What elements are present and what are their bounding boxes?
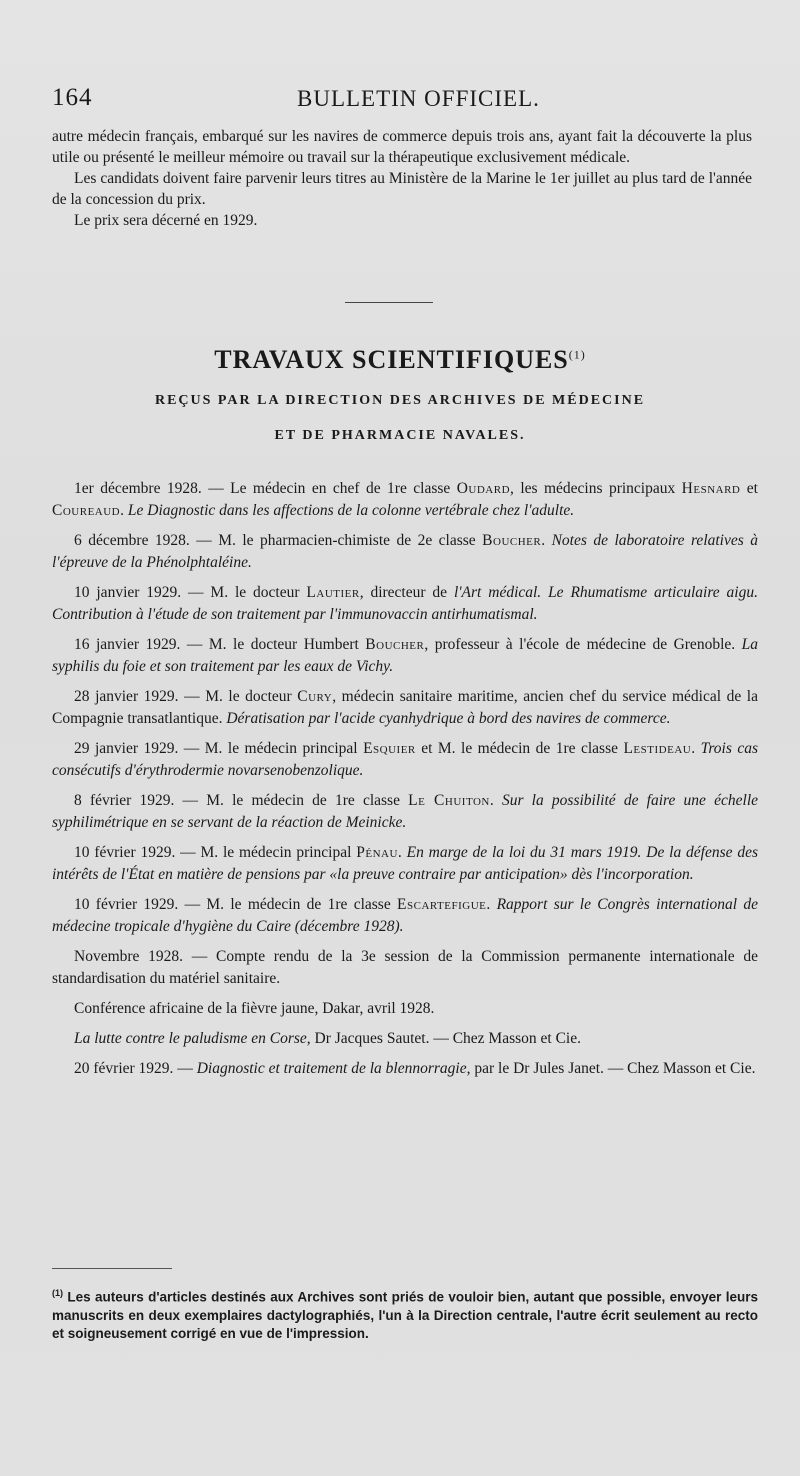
entry-text: par le Dr Jules Janet. — Chez Masson et Cie. <box>474 1060 756 1077</box>
intro-paragraph-1: autre médecin français, embarqué sur les navires de commerce depuis trois ans, ayant fait la découverte la plus utile ou présenté le meilleur mémoire ou travail sur la thérapeutique exclusivement médicale. <box>52 128 752 166</box>
entry-date: Novembre 1928. <box>74 948 184 965</box>
entry-text: — M. le docteur <box>181 584 307 601</box>
intro-paragraph-2: Les candidats doivent faire parvenir leurs titres au Ministère de la Marine le 1er juillet au plus tard de l'année de la concession du prix. <box>52 170 752 208</box>
entry-text: — M. le docteur <box>178 688 298 705</box>
entry-author: Boucher <box>365 636 425 653</box>
list-item <box>52 894 758 938</box>
entry-text: — M. le médecin de 1re classe <box>178 896 398 913</box>
entries-list <box>52 478 758 1088</box>
entry-text: , médecin sanitaire maritime, ancien chef du service médical de la Compagnie transatlantique. <box>52 688 758 727</box>
entry-title: Le Diagnostic dans les affections de la colonne vertébrale chez l'adulte. <box>127 502 575 519</box>
footnote <box>52 1284 758 1343</box>
entry-author: Lautier <box>306 584 360 601</box>
list-item <box>52 998 758 1020</box>
section-title <box>0 345 800 375</box>
list-item <box>52 738 758 782</box>
entry-text: — M. le pharmacien-chimiste de 2e classe <box>189 532 483 549</box>
entry-date: 16 janvier 1929. <box>74 636 181 653</box>
footnote-divider <box>52 1268 172 1269</box>
entry-text: . <box>691 740 701 757</box>
entry-title: La lutte contre le paludisme en Corse, <box>74 1030 315 1047</box>
entry-text: . <box>486 896 497 913</box>
entry-author: Escartefigue <box>397 896 487 913</box>
list-item <box>52 790 758 834</box>
entry-text: Conférence africaine de la fièvre jaune, Dakar, avril 1928. <box>74 1000 435 1017</box>
entry-text: — Compte rendu de la 3e session de la Commission permanente internationale de standardisation du matériel sanitaire. <box>52 948 758 987</box>
entry-text: — M. le médecin principal <box>175 844 357 861</box>
entry-title: Dératisation par l'acide cyanhydrique à bord des navires de commerce. <box>226 710 671 727</box>
entry-title: Sur la possibilité de faire une échelle syphilimétrique en se servant de la réaction de Meinicke. <box>52 792 759 831</box>
entry-date: 28 janvier 1929. <box>74 688 179 705</box>
list-item <box>52 842 758 886</box>
entry-text: , professeur à l'école de médecine de Grenoble. <box>424 636 742 653</box>
entry-text: — M. le médecin de 1re classe <box>174 792 409 809</box>
entry-author: Hesnard <box>681 480 741 497</box>
section-subtitle-1: REÇUS PAR LA DIRECTION DES ARCHIVES DE MÉDECINE <box>154 393 646 408</box>
entry-author: Le Chuiton <box>408 792 490 809</box>
entry-text: — Le médecin en chef de 1re classe <box>201 480 457 497</box>
entry-date: 10 janvier 1929. <box>74 584 182 601</box>
list-item <box>52 478 758 522</box>
entry-date: 10 février 1929. <box>74 896 179 913</box>
entry-date: 1er décembre 1928. <box>74 480 202 497</box>
running-title: BULLETIN OFFICIEL. <box>297 86 540 111</box>
entry-text: — <box>173 1060 197 1077</box>
list-item <box>52 1058 758 1080</box>
page-number: 164 <box>52 84 93 111</box>
entry-text: , directeur de <box>359 584 454 601</box>
list-item <box>52 634 758 678</box>
entry-text: . <box>120 502 128 519</box>
entry-date: 20 février 1929. <box>74 1060 174 1077</box>
footnote-text: Les auteurs d'articles destinés aux Archives sont priés de vouloir bien, autant que possible, envoyer leurs manuscrits en deux exemplaires dactylographiés, l'un à la Direction centrale, l'autre écrit seulement au recto et soigneusement corrigé en vue de l'impression. <box>52 1289 758 1341</box>
intro-paragraph-3: Le prix sera décerné en 1929. <box>74 212 258 229</box>
page-header <box>52 84 752 124</box>
entry-title: En marge de la loi du 31 mars 1919. De la défense des intérêts de l'État en matière de pensions par «la preuve contraire par anticipation» dès l'incorporation. <box>52 844 759 883</box>
entry-date: 8 février 1929. <box>74 792 175 809</box>
entry-author: Pénau <box>356 844 398 861</box>
entry-title: l'Art médical. Le Rhumatisme articulaire aigu. Contribution à l'étude de son traitement par l'immunovaccin antirhumatismal. <box>52 584 758 623</box>
entry-date: 29 janvier 1929. <box>74 740 179 757</box>
entry-date: 6 décembre 1928. <box>74 532 190 549</box>
entry-text: et <box>740 480 758 497</box>
entry-author: Esquier <box>363 740 416 757</box>
entry-author: Cury <box>297 688 333 705</box>
entry-title: Rapport sur le Congrès international de médecine tropicale d'hygiène du Caire (décembre 1928). <box>52 896 759 935</box>
entry-text: , les médecins principaux <box>510 480 682 497</box>
entry-author: Lestideau <box>623 740 692 757</box>
entry-date: 10 février 1929. <box>74 844 176 861</box>
footnote-marker: (1) <box>52 1288 63 1298</box>
section-title-note: (1) <box>568 347 586 362</box>
list-item <box>52 582 758 626</box>
entry-text: . <box>489 792 502 809</box>
entry-author: Boucher <box>482 532 542 549</box>
entry-text: Dr Jacques Sautet. — Chez Masson et Cie. <box>314 1030 581 1047</box>
entry-title: Diagnostic et traitement de la blennorragie, <box>196 1060 475 1077</box>
entry-text: et M. le médecin de 1re classe <box>415 740 624 757</box>
list-item <box>52 530 758 574</box>
section-subtitle-2: ET DE PHARMACIE NAVALES. <box>274 428 526 443</box>
entry-text: . <box>541 532 552 549</box>
entry-author: Coureaud <box>52 502 121 519</box>
entry-title: Notes de laboratoire relatives à l'épreuve de la Phénolphtaléine. <box>52 532 758 571</box>
list-item <box>52 686 758 730</box>
entry-text: . <box>397 844 407 861</box>
entry-text: — M. le docteur Humbert <box>180 636 366 653</box>
list-item <box>52 946 758 990</box>
intro-text <box>52 126 752 231</box>
section-title-text: TRAVAUX SCIENTIFIQUES <box>214 345 569 374</box>
section-divider <box>345 302 433 303</box>
list-item <box>52 1028 758 1050</box>
entry-title: La syphilis du foie et son traitement par les eaux de Vichy. <box>52 636 758 675</box>
entry-title: Trois cas consécutifs d'érythrodermie novarsenobenzolique. <box>52 740 758 779</box>
entry-author: Oudard <box>456 480 511 497</box>
entry-text: — M. le médecin principal <box>178 740 364 757</box>
